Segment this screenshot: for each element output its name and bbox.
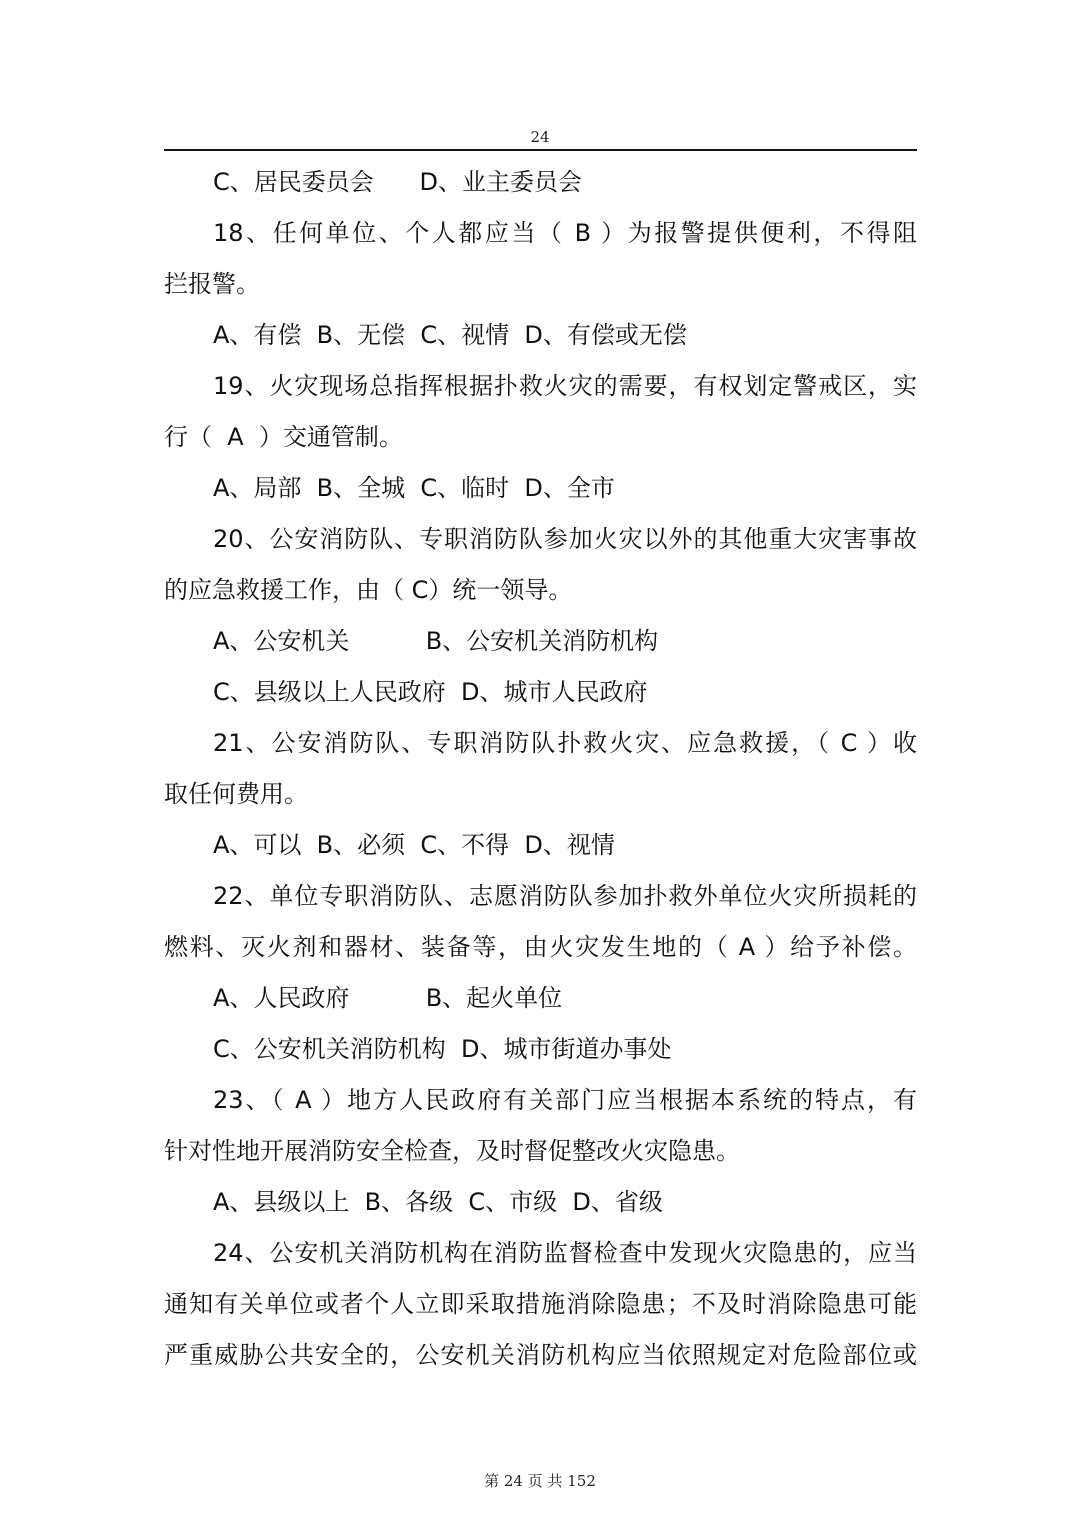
text-line-7: A、局部 B、全城 C、临时 D、全市 xyxy=(213,474,615,502)
document-body xyxy=(164,160,917,1384)
text-line-10: A、公安机关 B、公安机关消防机构 xyxy=(213,627,659,655)
footer-page-info: 第 24 页 共 152 xyxy=(484,1472,596,1490)
text-line-13: 取任何费用。 xyxy=(164,780,308,808)
text-line-8: 20、公安消防队、专职消防队参加火灾以外的其他重大灾害事故 xyxy=(213,525,917,553)
text-line-19: 23、（ A ）地方人民政府有关部门应当根据本系统的特点，有 xyxy=(213,1086,917,1114)
header-page-number: 24 xyxy=(530,128,550,146)
text-line-20: 针对性地开展消防安全检查，及时督促整改火灾隐患。 xyxy=(164,1137,740,1165)
text-line-4: A、有偿 B、无偿 C、视情 D、有偿或无偿 xyxy=(213,321,687,349)
text-line-21: A、县级以上 B、各级 C、市级 D、省级 xyxy=(213,1188,663,1216)
text-line-18: C、公安机关消防机构 D、城市街道办事处 xyxy=(213,1035,672,1063)
text-line-6: 行（ A ）交通管制。 xyxy=(164,423,403,451)
text-line-9: 的应急救援工作，由（ C）统一领导。 xyxy=(164,576,573,604)
text-line-12: 21、公安消防队、专职消防队扑救火灾、应急救援，（ C ）收 xyxy=(213,729,917,757)
text-line-3: 拦报警。 xyxy=(164,270,260,298)
text-line-5: 19、火灾现场总指挥根据扑救火灾的需要，有权划定警戒区，实 xyxy=(213,372,917,400)
text-line-14: A、可以 B、必须 C、不得 D、视情 xyxy=(213,831,615,859)
text-line-24: 严重威胁公共安全的，公安机关消防机构应当依照规定对危险部位或 xyxy=(164,1341,917,1369)
text-line-17: A、人民政府 B、起火单位 xyxy=(213,984,563,1012)
text-line-2: 18、任何单位、个人都应当（ B ）为报警提供便利，不得阻 xyxy=(213,219,917,247)
text-line-23: 通知有关单位或者个人立即采取措施消除隐患；不及时消除隐患可能 xyxy=(164,1290,917,1318)
text-line-22: 24、公安机关消防机构在消防监督检查中发现火灾隐患的，应当 xyxy=(213,1239,917,1267)
text-line-16: 燃料、灭火剂和器材、装备等，由火灾发生地的（ A ）给予补偿。 xyxy=(164,933,917,961)
header-rule xyxy=(164,149,917,151)
text-line-11: C、县级以上人民政府 D、城市人民政府 xyxy=(213,678,648,706)
text-line-1: C、居民委员会 D、业主委员会 xyxy=(213,168,583,196)
text-line-15: 22、单位专职消防队、志愿消防队参加扑救外单位火灾所损耗的 xyxy=(213,882,917,910)
